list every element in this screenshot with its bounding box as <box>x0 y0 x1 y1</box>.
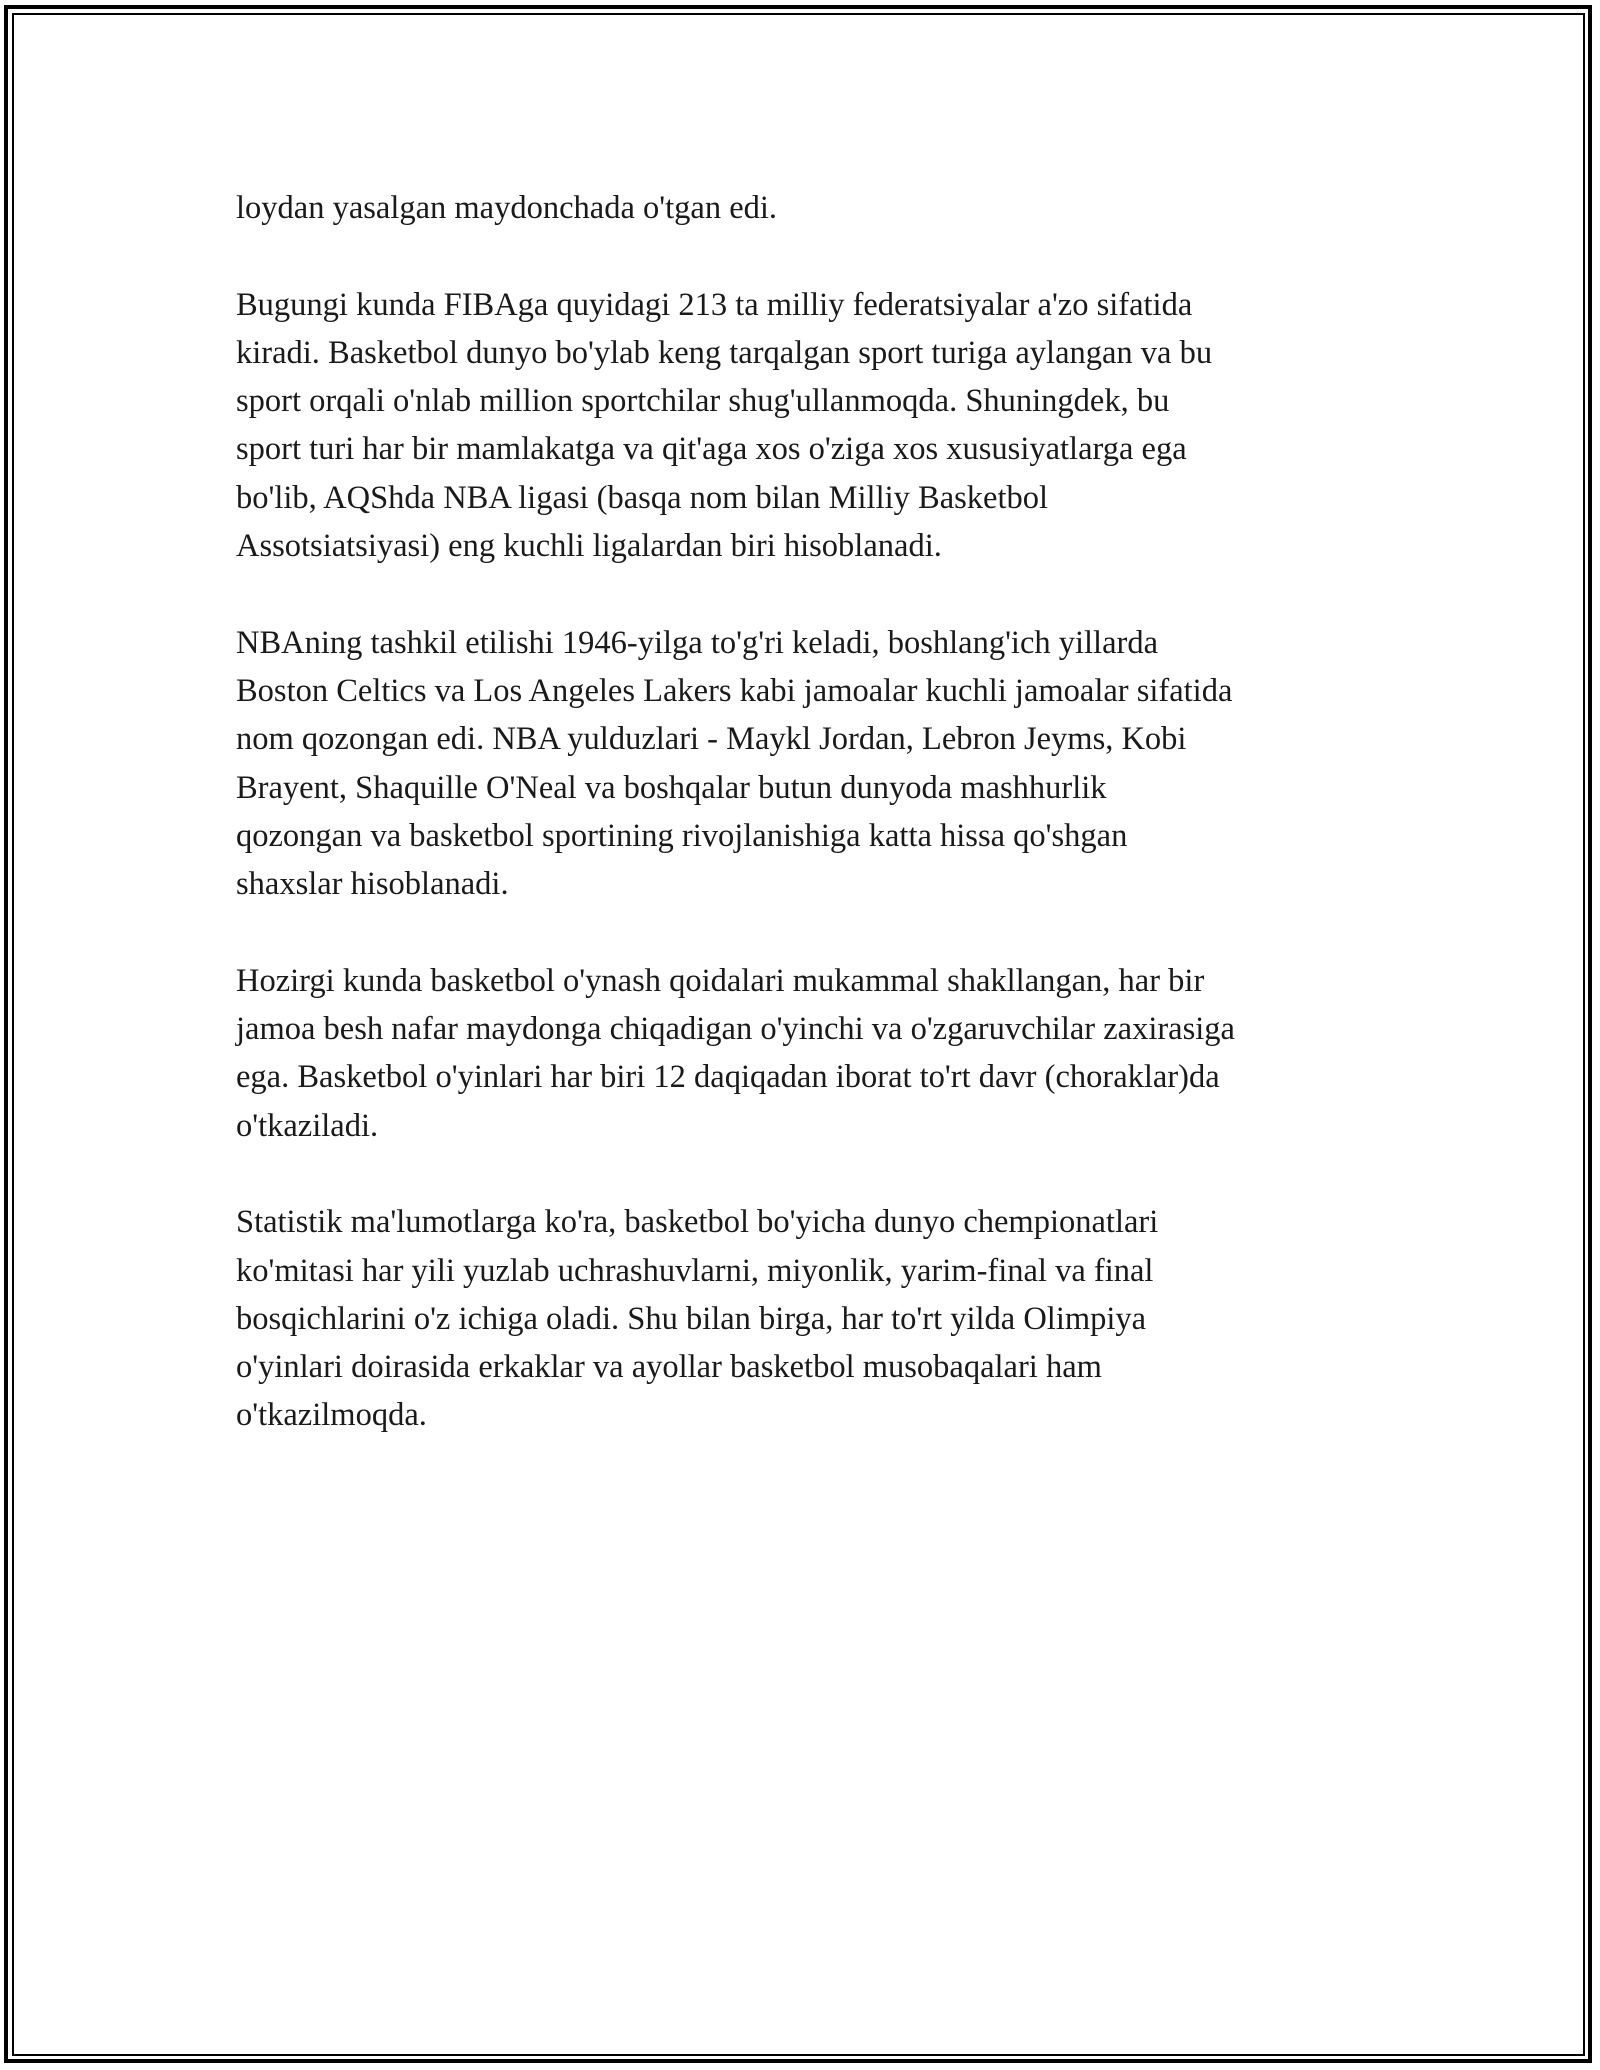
text-line: Assotsiatsiyasi) eng kuchli ligalardan biri hisoblanadi. <box>236 528 942 565</box>
paragraph-3 <box>236 619 1386 909</box>
text-line: Hozirgi kunda basketbol o'ynash qoidalari mukammal shakllangan, har bir <box>236 962 1205 999</box>
text-line: Brayent, Shaquille O'Neal va boshqalar butun dunyoda mashhurlik <box>236 769 1107 806</box>
text-line: ega. Basketbol o'yinlari har biri 12 daqiqadan iborat to'rt davr (choraklar)da <box>236 1059 1220 1096</box>
text-line: o'yinlari doirasida erkaklar va ayollar basketbol musobaqalari ham <box>236 1349 1102 1386</box>
paragraph-1 <box>236 184 1386 232</box>
paragraph-5 <box>236 1198 1386 1439</box>
text-line: qozongan va basketbol sportining rivojlanishiga katta hissa qo'shgan <box>236 817 1128 854</box>
text-line: NBAning tashkil etilishi 1946-yilga to'g'ri keladi, boshlang'ich yillarda <box>236 624 1159 661</box>
text-line: loydan yasalgan maydonchada o'tgan edi. <box>236 190 778 226</box>
paragraph-2 <box>236 281 1386 571</box>
text-line: nom qozongan edi. NBA yulduzlari - Maykl Jordan, Lebron Jeyms, Kobi <box>236 721 1187 758</box>
paragraph-4 <box>236 957 1386 1150</box>
text-line: Boston Celtics va Los Angeles Lakers kabi jamoalar kuchli jamoalar sifatida <box>236 672 1233 709</box>
text-line: bosqichlarini o'z ichiga oladi. Shu bilan birga, har to'rt yilda Olimpiya <box>236 1300 1147 1337</box>
text-line: jamoa besh nafar maydonga chiqadigan o'yinchi va o'zgaruvchilar zaxirasiga <box>236 1011 1235 1048</box>
text-line: o'tkazilmoqda. <box>236 1397 427 1434</box>
text-line: sport orqali o'nlab million sportchilar shug'ullanmoqda. Shuningdek, bu <box>236 383 1170 420</box>
text-line: o'tkaziladi. <box>236 1107 379 1144</box>
text-line: ko'mitasi har yili yuzlab uchrashuvlarni, miyonlik, yarim-final va final <box>236 1252 1154 1289</box>
document-body <box>236 184 1386 1488</box>
text-line: sport turi har bir mamlakatga va qit'aga xos o'ziga xos xususiyatlarga ega <box>236 431 1187 468</box>
text-line: bo'lib, AQShda NBA ligasi (basqa nom bilan Milliy Basketbol <box>236 479 1049 516</box>
text-line: Statistik ma'lumotlarga ko'ra, basketbol bo'yicha dunyo chempionatlari <box>236 1204 1159 1241</box>
text-line: kiradi. Basketbol dunyo bo'ylab keng tarqalgan sport turiga aylangan va bu <box>236 334 1213 371</box>
text-line: Bugungi kunda FIBAga quyidagi 213 ta milliy federatsiyalar a'zo sifatida <box>236 286 1193 323</box>
text-line: shaxslar hisoblanadi. <box>236 866 509 903</box>
